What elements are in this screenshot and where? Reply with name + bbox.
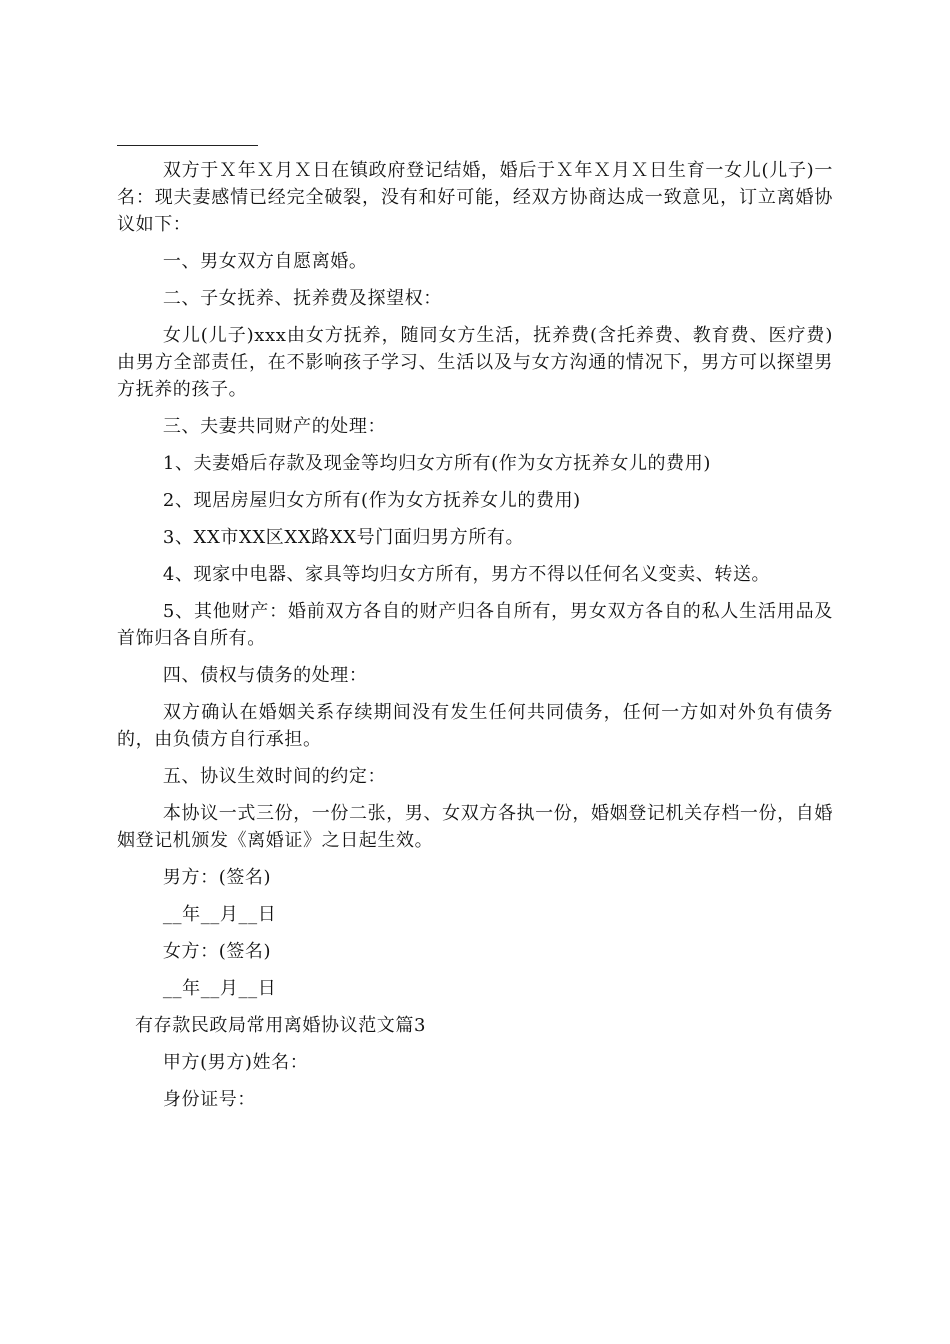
female-date-line: __年__月__日 <box>162 978 277 999</box>
section-title: 有存款民政局常用离婚协议范文篇3 <box>135 1015 427 1036</box>
male-date-line: __年__月__日 <box>162 904 277 925</box>
clause-3-item-3: 3、XX市XX区XX路XX号门面归男方所有。 <box>162 527 525 548</box>
top-horizontal-rule <box>117 145 258 146</box>
party-a-name-field: 甲方(男方)姓名： <box>162 1052 309 1073</box>
female-signature-line: 女方：(签名) <box>162 941 272 962</box>
clause-4-body: 双方确认在婚姻关系存续期间没有发生任何共同债务，任何一方如对外负有债务的，由负债方自行承担。 <box>117 702 833 750</box>
party-a-id-field: 身份证号： <box>162 1089 256 1110</box>
clause-3-item-1: 1、夫妻婚后存款及现金等均归女方所有(作为女方抚养女儿的费用) <box>162 453 711 474</box>
clause-5-body: 本协议一式三份，一份二张，男、女双方各执一份，婚姻登记机关存档一份，自婚姻登记机颁发《离婚证》之日起生效。 <box>117 803 833 851</box>
clause-3-item-5: 5、其他财产：婚前双方各自的财产归各自所有，男女双方各自的私人生活用品及首饰归各自所有。 <box>117 601 833 649</box>
clause-5-heading: 五、协议生效时间的约定： <box>162 766 387 787</box>
clause-2-body: 女儿(儿子)xxx由女方抚养，随同女方生活，抚养费(含托养费、教育费、医疗费)由男方全部责任，在不影响孩子学习、生活以及与女方沟通的情况下，男方可以探望男方抚养的孩子。 <box>117 325 833 400</box>
clause-3-item-2: 2、现居房屋归女方所有(作为女方抚养女儿的费用) <box>162 490 581 511</box>
intro-paragraph: 双方于Ｘ年Ｘ月Ｘ日在镇政府登记结婚，婚后于Ｘ年Ｘ月Ｘ日生育一女儿(儿子)一名：现夫妻感情已经完全破裂，没有和好可能，经双方协商达成一致意见，订立离婚协议如下： <box>117 160 833 235</box>
clause-2-heading: 二、子女抚养、抚养费及探望权： <box>162 288 442 309</box>
clause-3-item-4: 4、现家中电器、家具等均归女方所有，男方不得以任何名义变卖、转送。 <box>162 564 771 585</box>
clause-3-heading: 三、夫妻共同财产的处理： <box>162 416 387 437</box>
clause-4-heading: 四、债权与债务的处理： <box>162 665 368 686</box>
document-body <box>117 157 833 1123</box>
clause-1-heading: 一、男女双方自愿离婚。 <box>162 251 368 272</box>
male-signature-line: 男方：(签名) <box>162 867 272 888</box>
